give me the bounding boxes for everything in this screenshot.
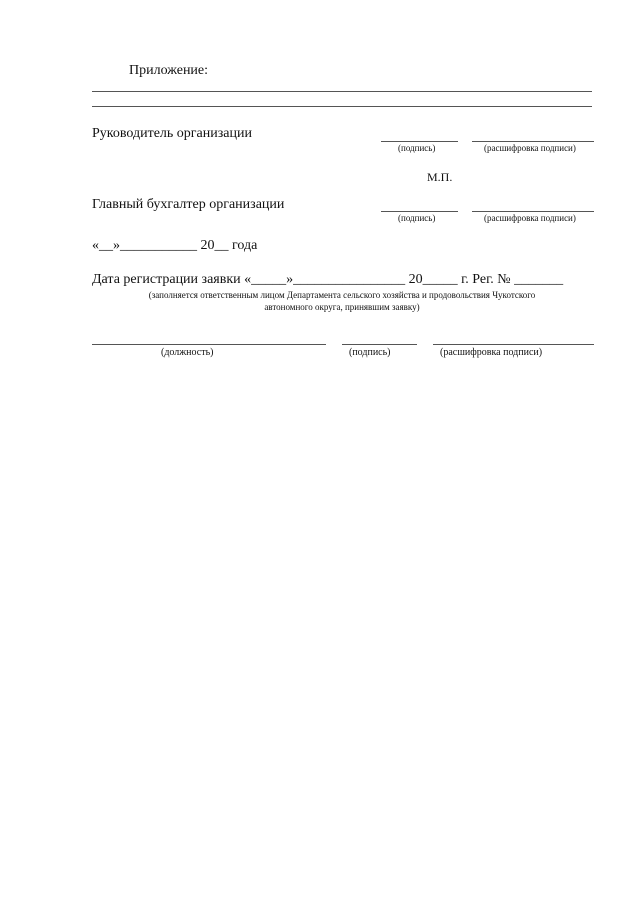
head-decoding-line xyxy=(472,141,594,142)
registration-line: Дата регистрации заявки «_____»________________ 20_____ г. Рег. № _______ xyxy=(92,272,564,287)
head-signature-line xyxy=(381,141,458,142)
signoff-decoding-line xyxy=(433,344,594,345)
appendix-label: Приложение: xyxy=(129,63,209,78)
head-decoding-caption: (расшифровка подписи) xyxy=(484,143,576,153)
head-title: Руководитель организации xyxy=(92,126,252,141)
date-line: «__»___________ 20__ года xyxy=(92,238,258,253)
accountant-signature-line xyxy=(381,211,458,212)
signoff-signature-caption: (подпись) xyxy=(349,347,391,358)
signoff-decoding-caption: (расшифровка подписи) xyxy=(440,347,543,358)
registration-note-1: (заполняется ответственным лицом Департамента сельского хозяйства и продовольствия Чукотского xyxy=(148,290,536,300)
appendix-line-2 xyxy=(92,106,592,107)
appendix-line-1 xyxy=(92,91,592,92)
position-caption: (должность) xyxy=(161,347,214,358)
accountant-decoding-line xyxy=(472,211,594,212)
registration-note-2: автономного округа, принявшим заявку) xyxy=(264,302,420,312)
accountant-signature-caption: (подпись) xyxy=(398,213,436,223)
signoff-signature-line xyxy=(342,344,417,345)
stamp-label: М.П. xyxy=(427,170,453,184)
accountant-title: Главный бухгалтер организации xyxy=(92,197,285,212)
head-signature-caption: (подпись) xyxy=(398,143,436,153)
accountant-decoding-caption: (расшифровка подписи) xyxy=(484,213,576,223)
position-line xyxy=(92,344,326,345)
